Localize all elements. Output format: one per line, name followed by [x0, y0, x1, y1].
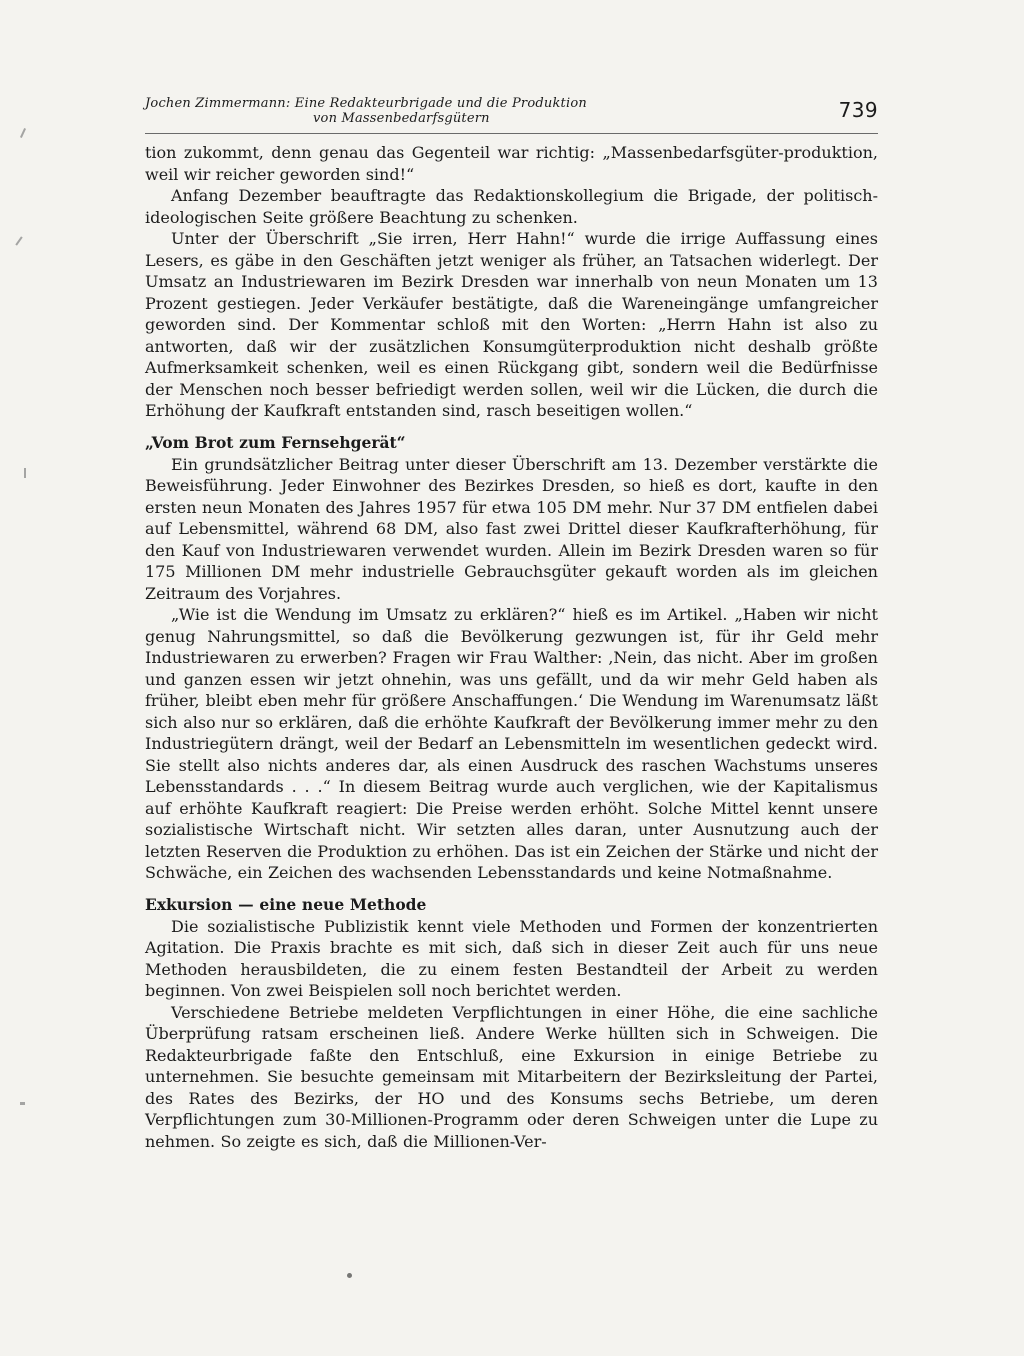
paragraph-continuation: tion zukommt, denn genau das Gegenteil war richtig: „Massenbedarfsgüter-produktion, weil wir reicher geworden sind!“ — [145, 143, 878, 184]
article-body — [145, 142, 878, 1152]
paragraph: Die sozialistische Publizistik kennt viele Methoden und Formen der konzentrierten Agitation. Die Praxis brachte es mit sich, daß sich in dieser Zeit auch für uns neue Methoden herausbildeten, die zu einem festen Bestandteil der Arbeit zu werden beginnen. Von zwei Beispielen soll noch berichtet werden. — [145, 916, 878, 1000]
paragraph: „Wie ist die Wendung im Umsatz zu erklären?“ hieß es im Artikel. „Haben wir nicht genug Nahrungsmittel, so daß die Bevölkerung gezwungen ist, für ihr Geld mehr Industriewaren zu erwerben? Fragen wir Frau Walther: ‚Nein, das nicht. Aber im großen und ganzen essen wir jetzt ohnehin, was uns gefällt, und da wir mehr Geld haben als früher, bleibt eben mehr für größere Anschaffungen.‘ Die Wendung im Warenumsatz läßt sich also nur so erklären, daß die erhöhte Kaufkraft der Bevölkerung immer mehr zu den Industriegütern drängt, weil der Bedarf an Lebensmitteln im wesentlichen gedeckt wird. Sie stellt also nichts anderes dar, als einen Ausdruck des raschen Wachstums unseres Lebensstandards . . .“ In diesem Beitrag wurde auch verglichen, wie der Kapitalismus auf erhöhte Kaufkraft reagiert: Die Preise werden erhöht. Solche Mittel kennt unsere sozialistische Wirtschaft nicht. Wir setzten alles daran, unter Ausnutzung auch der letzten Reserven die Produktion zu erhöhen. Das ist ein Zeichen der Stärke und nicht der Schwäche, ein Zeichen des wachsenden Lebensstandards und keine Notmaßnahme. — [145, 605, 878, 882]
paragraph: Ein grundsätzlicher Beitrag unter dieser Überschrift am 13. Dezember verstärkte die Beweisführung. Jeder Einwohner des Bezirkes Dresden, so hieß es dort, kaufte in den ersten neun Monaten des Jahres 1957 für etwa 105 DM mehr. Nur 37 DM entfielen dabei auf Lebensmittel, während 68 DM, also fast zwei Drittel dieser Kaufkrafterhöhung, für den Kauf von Industriewaren verwendet wurden. Allein im Bezirk Dresden waren so für 175 Millionen DM mehr industrielle Gebrauchsgüter gekauft worden als im gleichen Zeitraum des Vorjahres. — [145, 454, 878, 603]
scan-margin-mark — [20, 128, 26, 138]
running-title-line-2: von Massenbedarfsgütern — [313, 111, 490, 126]
running-header — [145, 96, 878, 130]
running-title-line-1: Jochen Zimmermann: Eine Redakteurbrigade und die Produktion — [145, 96, 587, 111]
paragraph: Verschiedene Betriebe meldeten Verpflichtungen in einer Höhe, die eine sachliche Überprüfung ratsam erscheinen ließ. Andere Werke hüllten sich in Schweigen. Die Redakteurbrigade faßte den Entschluß, eine Exkursion in einige Betriebe zu unternehmen. Sie besuchte gemeinsam mit Mitarbeitern der Bezirksleitung der Partei, des Rates des Bezirks, der HO und des Konsums sechs Betriebe, um deren Verpflichtungen zum 30-Millionen-Programm oder deren Schweigen unter die Lupe zu nehmen. So zeigte es sich, daß die Millionen-Ver- — [145, 1002, 878, 1151]
section-heading-exkursion: Exkursion — eine neue Methode — [145, 894, 427, 914]
scan-dot — [347, 1273, 352, 1278]
paragraph: Unter der Überschrift „Sie irren, Herr Hahn!“ wurde die irrige Auffassung eines Lesers, es gäbe in den Geschäften jetzt weniger als früher, an Tatsachen widerlegt. Der Umsatz an Industriewaren im Bezirk Dresden war innerhalb von neun Monaten um 13 Prozent gestiegen. Jeder Verkäufer bestätigte, daß die Wareneingänge umfangreicher geworden sind. Der Kommentar schloß mit den Worten: „Herrn Hahn ist also zu antworten, daß wir der zusätzlichen Konsumgüterproduktion nicht deshalb größte Aufmerksamkeit schenken, weil es einen Rückgang gibt, sondern weil die Bedürfnisse der Menschen noch besser befriedigt werden sollen, weil wir die Lücken, die durch die Erhöhung der Kaufkraft entstanden sind, rasch beseitigen wollen.“ — [145, 229, 878, 420]
header-rule — [145, 133, 878, 134]
running-title — [145, 96, 705, 126]
paragraph: Anfang Dezember beauftragte das Redaktionskollegium die Brigade, der politisch-ideologischen Seite größere Beachtung zu schenken. — [145, 186, 878, 227]
scan-margin-mark — [20, 1102, 25, 1105]
page-number: 739 — [838, 98, 878, 122]
scan-margin-mark — [24, 468, 26, 478]
section-heading-vom-brot: „Vom Brot zum Fernsehgerät“ — [145, 432, 406, 452]
scan-margin-mark — [15, 236, 22, 245]
